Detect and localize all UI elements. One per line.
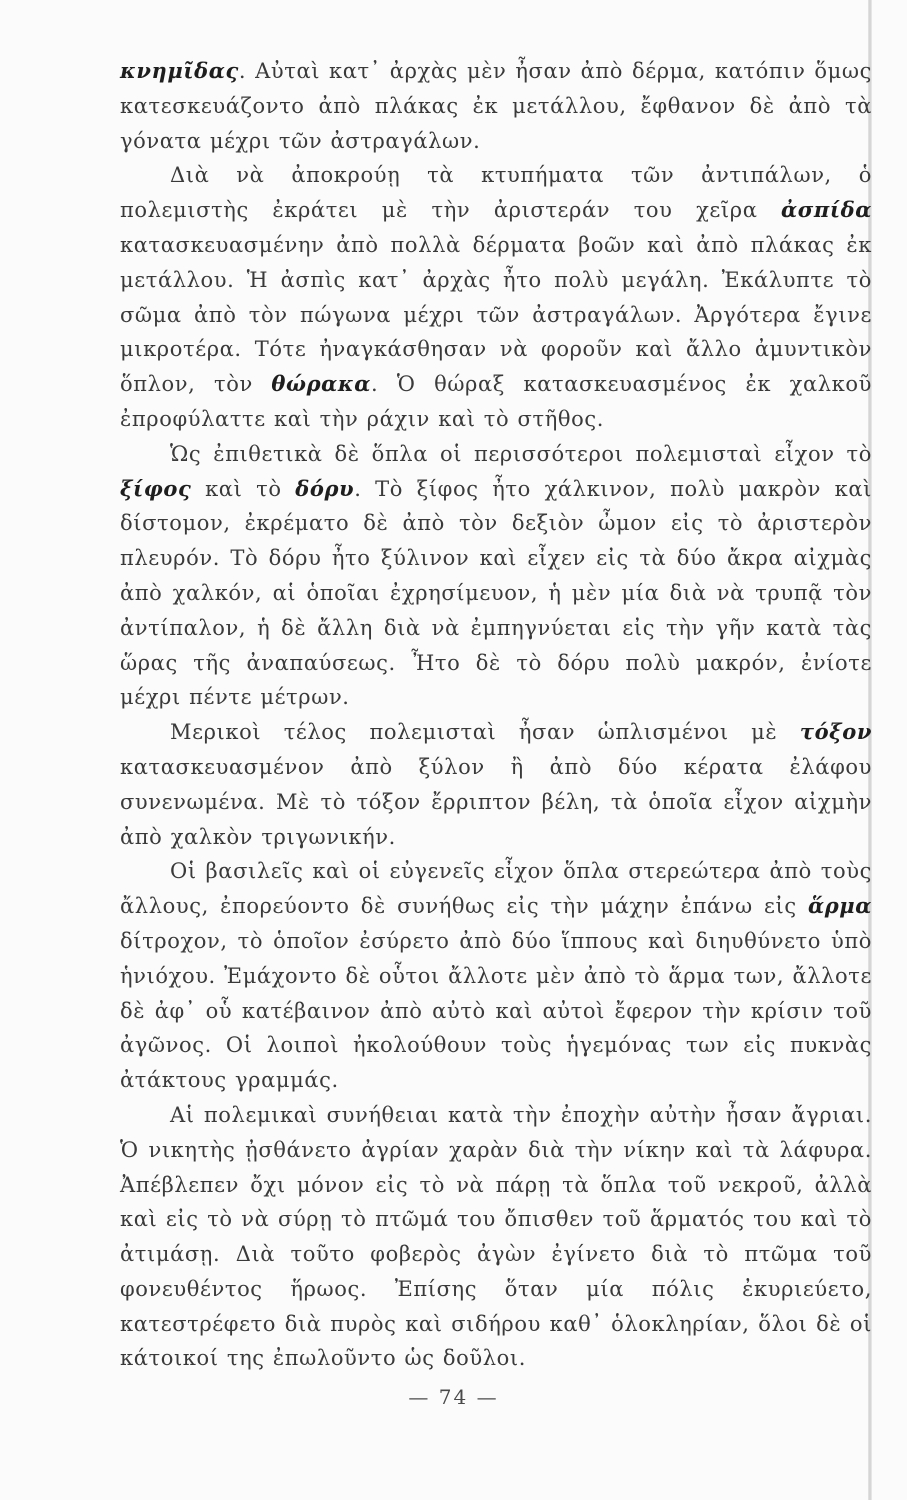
paragraph — [120, 1098, 872, 1376]
text-run: Ὡς ἐπιθετικὰ δὲ ὅπλα οἱ περισσότεροι πολεμισταὶ εἶχον τὸ — [170, 441, 872, 466]
text-run: . Τὸ ξίφος ἦτο χάλκινον, πολὺ μακρὸν καὶ δίστομον, ἐκρέματο δὲ ἀπὸ τὸν δεξιὸν ὦμον εἰς τὸ ἀριστερὸν πλευρόν. Τὸ δόρυ ἦτο ξύλινον καὶ εἶχεν εἰς τὰ δύο ἄκρα αἰχμὰς ἀπὸ χαλκόν, αἱ ὁποῖαι ἐχρησίμευον, ἡ μὲν μία διὰ νὰ τρυπᾷ τὸν ἀντίπαλον, ἡ δὲ ἄλλη διὰ νὰ ἐμπηγνύεται εἰς τὴν γῆν κατὰ τὰς ὥρας τῆς ἀναπαύσεως. Ἦτο δὲ τὸ δόρυ πολὺ μακρόν, ἐνίοτε μέχρι πέντε μέτρων. — [120, 476, 872, 710]
text-run: Αἱ πολεμικαὶ συνήθειαι κατὰ τὴν ἐποχὴν αὐτὴν ἦσαν ἄγριαι. Ὁ νικητὴς ᾐσθάνετο ἀγρίαν χαρὰν διὰ τὴν νίκην καὶ τὰ λάφυρα. Ἀπέβλεπεν ὄχι μόνον εἰς τὸ νὰ πάρῃ τὰ ὅπλα τοῦ νεκροῦ, ἀλλὰ καὶ εἰς τὸ νὰ σύρῃ τὸ πτῶμά του ὄπισθεν τοῦ ἅρματός του καὶ τὸ ἀτιμάσῃ. Διὰ τοῦτο φοβερὸς ἀγὼν ἐγίνετο διὰ τὸ πτῶμα τοῦ φονευθέντος ἥρωος. Ἐπίσης ὅταν μία πόλις ἐκυριεύετο, κατεστρέφετο διὰ πυρὸς καὶ σιδήρου καθ᾽ ὁλοκληρίαν, ὅλοι δὲ οἱ κάτοικοί της ἐπωλοῦντο ὡς δοῦλοι. — [120, 1102, 872, 1371]
text-run: . Ὁ θώραξ κατασκευασμένος ἐκ χαλκοῦ ἐπροφύλαττε καὶ τὴν ράχιν καὶ τὸ στῆθος. — [120, 372, 872, 431]
text-run: καὶ τὸ — [191, 476, 296, 501]
key-term: τόξον — [799, 719, 872, 745]
text-run: δίτροχον, τὸ ὁποῖον ἐσύρετο ἀπὸ δύο ἵππους καὶ διηυθύνετο ὑπὸ ἡνιόχου. Ἐμάχοντο δὲ οὗτοι ἄλλοτε μὲν ἀπὸ τὸ ἅρμα των, ἄλλοτε δὲ ἀφ᾽ οὗ κατέβαινον ἀπὸ αὐτὸ καὶ αὐτοὶ ἔφερον τὴν κρίσιν τοῦ ἀγῶνος. Οἱ λοιποὶ ἠκολούθουν τοὺς ἡγεμόνας των εἰς πυκνὰς ἀτάκτους γραμμάς. — [120, 928, 872, 1093]
text-run: κατασκευασμένον ἀπὸ ξύλον ἢ ἀπὸ δύο κέρατα ἐλάφου συνενωμένα. Μὲ τὸ τόξον ἔρριπτον βέλη, τὰ ὁποῖα εἶχον αἰχμὴν ἀπὸ χαλκὸν τριγωνικήν. — [120, 754, 872, 849]
body-text — [120, 54, 872, 1376]
paragraph — [120, 437, 872, 715]
key-term: ἀσπίδα — [781, 197, 872, 223]
paragraph — [120, 158, 872, 436]
page-number: — 74 — — [408, 1385, 499, 1409]
key-term: δόρυ — [295, 475, 355, 501]
paragraph — [120, 54, 872, 158]
key-term: ξίφος — [120, 475, 192, 501]
key-term: θώρακα — [271, 371, 372, 397]
key-term: ἅρμα — [807, 893, 872, 919]
text-run: Διὰ νὰ ἀποκρούῃ τὰ κτυπήματα τῶν ἀντιπάλων, ὁ πολεμιστὴς ἐκράτει μὲ τὴν ἀριστεράν του χεῖρα — [120, 163, 872, 223]
key-term: κνημῖδας — [120, 58, 239, 83]
text-run: . Αὐταὶ κατ᾽ ἀρχὰς μὲν ἦσαν ἀπὸ δέρμα, κατόπιν ὅμως κατεσκευάζοντο ἀπὸ πλάκας ἐκ μετάλλου, ἔφθανον δὲ ἀπὸ τὰ γόνατα μέχρι τῶν ἀστραγάλων. — [120, 59, 872, 153]
paragraph — [120, 854, 872, 1098]
text-run: κατασκευασμένην ἀπὸ πολλὰ δέρματα βοῶν καὶ ἀπὸ πλάκας ἐκ μετάλλου. Ἡ ἀσπὶς κατ᾽ ἀρχὰς ἦτο πολὺ μεγάλη. Ἐκάλυπτε τὸ σῶμα ἀπὸ τὸν πώγωνα μέχρι τῶν ἀστραγάλων. Ἀργότερα ἔγινε μικροτέρα. Τότε ἠναγκάσθησαν νὰ φοροῦν καὶ ἄλλο ἀμυντικὸν ὅπλον, τὸν — [120, 232, 872, 397]
text-run: Οἱ βασιλεῖς καὶ οἱ εὐγενεῖς εἶχον ὅπλα στερεώτερα ἀπὸ τοὺς ἄλλους, ἐπορεύοντο δὲ συνήθως εἰς τὴν μάχην ἐπάνω εἰς — [120, 859, 872, 919]
text-run: Μερικοὶ τέλος πολεμισταὶ ἦσαν ὡπλισμένοι μὲ — [170, 720, 800, 745]
paragraph — [120, 715, 872, 854]
